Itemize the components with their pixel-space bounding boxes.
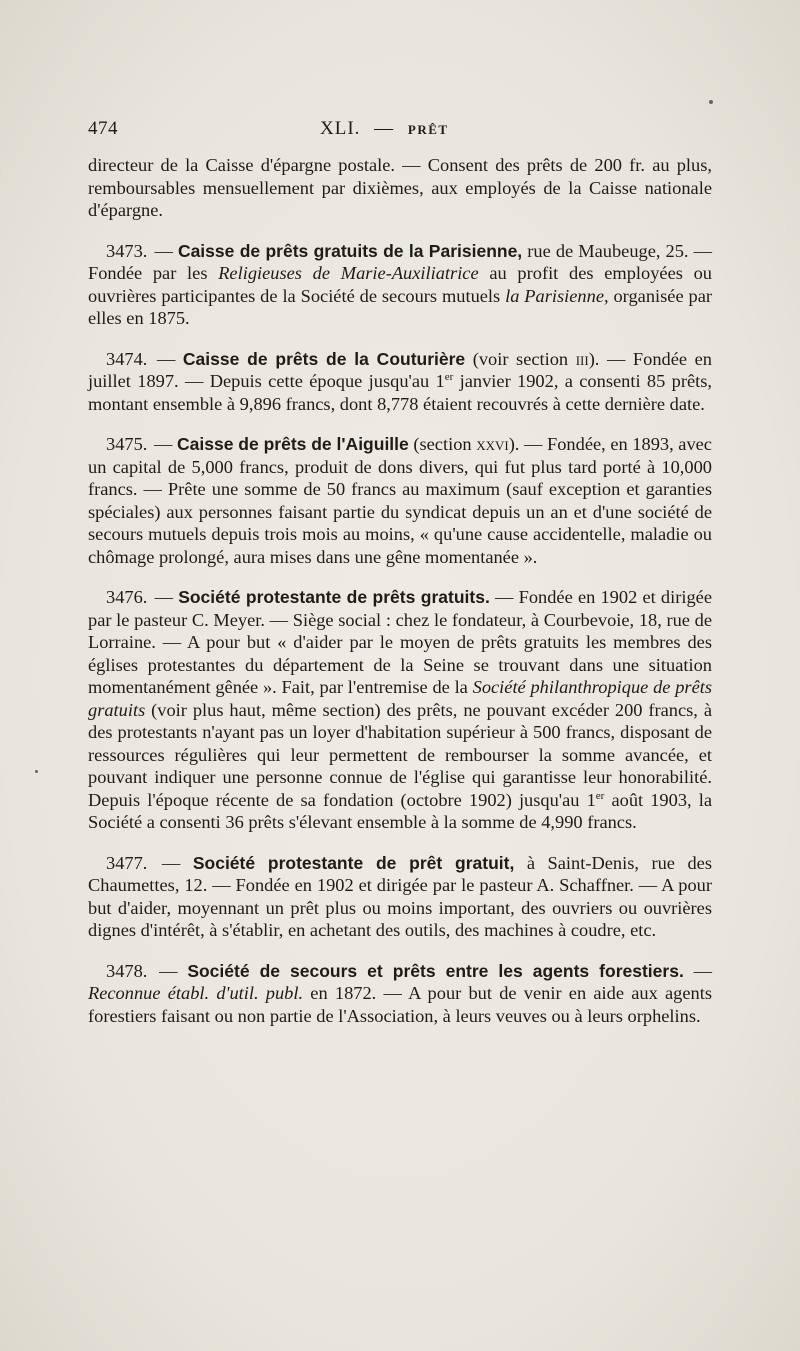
entry-body: —	[683, 960, 712, 981]
entry-title: Caisse de prêts de l'Aiguille	[177, 434, 409, 454]
entry-body: (voir plus haut, même section) des prêts, ne pouvant excéder 200 francs, à des protestants n'ayant pas un loyer d'habitation supérieur à 500 francs, disposant de ressources régulières qui leur permettent de rembourser la somme avancée, et pouvant indiquer une personne connue de l'église qui garantisse leur honorabilité. Depuis l'époque récente de sa fondation (octobre 1902) jusqu'au 1	[88, 699, 712, 810]
ink-speck	[35, 770, 38, 773]
entry-body: organisée par elles en 1875.	[88, 285, 712, 328]
entry-body: ). — Fondée, en 1893, avec un capital de 5,000 francs, produit de dons divers, qui fut plus tard porté à 10,000 francs. — Prête une somme de 50 francs au maximum (sauf exception et garanties spéciales) aux personnes faisant partie du syndicat depuis un an et d'une société de secours mutuels depuis trois mois au moins, « qu'une cause accidentelle, maladie ou chômage prolongé, aura mises dans une gêne momentanée ».	[88, 434, 712, 567]
entry-italic: Société philanthropique de prêts gratuits	[88, 677, 712, 720]
intro-text: directeur de la Caisse d'épargne postale. — Consent des prêts de 200 fr. au plus, remboursables mensuellement par dixièmes, aux employés de la Caisse nationale d'épargne.	[88, 155, 712, 220]
entry-number: 3474.	[106, 348, 148, 369]
running-header	[88, 118, 712, 140]
entry-3478	[88, 960, 712, 1028]
entry-body: (voir section	[465, 348, 576, 369]
entry-title: Société protestante de prêts gratuits.	[178, 587, 490, 607]
entry-body: janvier 1902, a consenti 85 prêts, montant ensemble à 9,896 francs, dont 8,778 étaient recouvrés à cette dernière date.	[88, 371, 712, 414]
entry-text	[88, 433, 712, 568]
entry-body: — Fondée en 1902 et dirigée par le pasteur C. Meyer. — Siège social : chez le fondateur, à Courbevoie, 18, rue de Lorraine. — A pour but « d'aider par le moyen de prêts gratuits les membres des églises protestantes du département de la Seine se trouvant dans une situation momentanément gênée ». Fait, par l'entremise de la	[88, 587, 712, 697]
entry-body: ). — Fondée en juillet 1897. — Depuis cette époque jusqu'au 1	[88, 348, 712, 391]
em-dash: —	[154, 434, 173, 454]
em-dash: —	[161, 852, 181, 873]
entry-text	[88, 960, 712, 1028]
entry-number: 3477.	[106, 852, 148, 873]
entry-italic: Religieuses de Marie-Auxiliatrice	[218, 263, 479, 283]
entry-number: 3476.	[106, 587, 148, 607]
entry-text	[88, 852, 712, 942]
chapter-number: XLI.	[320, 118, 361, 139]
entry-3477	[88, 852, 712, 942]
header-separator: —	[374, 118, 395, 139]
entry-number: 3475.	[106, 434, 148, 454]
section-ref: xxvi	[476, 434, 509, 454]
entry-italic: Reconnue établ. d'util. publ.	[88, 983, 304, 1003]
entry-title: Société de secours et prêts entre les agents forestiers.	[187, 960, 684, 981]
entry-text	[88, 586, 712, 834]
entry-3473	[88, 240, 712, 330]
entry-title: Société protestante de prêt gratuit,	[192, 852, 515, 873]
em-dash: —	[159, 960, 178, 981]
entry-3476	[88, 586, 712, 834]
superscript: er	[595, 789, 605, 802]
section-name: PRÊT	[407, 122, 449, 137]
section-ref: iii	[575, 348, 589, 369]
superscript: er	[444, 370, 454, 383]
em-dash: —	[154, 240, 173, 261]
entry-3475	[88, 433, 712, 568]
entry-body: à Saint-Denis, rue des Chaumettes, 12. — Fondée en 1902 et dirigée par le pasteur A. Schaffner. — A pour but d'aider, moyennant un prêt plus ou moins important, des ouvriers ou ouvrières dignes d'intérêt, à s'établir, en achetant des outils, des machines à coudre, etc.	[88, 852, 713, 940]
em-dash: —	[154, 587, 173, 607]
entry-body: août 1903, la Société a consenti 36 prêts s'élevant ensemble à la somme de 4,990 francs.	[88, 789, 712, 832]
entry-text	[88, 348, 712, 416]
entry-title: Caisse de prêts de la Couturière	[182, 348, 466, 369]
entry-3474	[88, 348, 712, 416]
em-dash: —	[156, 348, 176, 369]
entry-body: (section	[408, 434, 477, 454]
continued-paragraph	[88, 154, 712, 222]
page-number: 474	[88, 118, 118, 139]
running-title	[320, 118, 449, 140]
entry-body: en 1872. — A pour but de venir en aide aux agents forestiers faisant ou non partie de l'Association, à leurs veuves ou à leurs orphelins.	[88, 983, 712, 1026]
entry-title: Caisse de prêts gratuits de la Parisienne,	[177, 240, 523, 261]
entry-text	[88, 240, 712, 330]
entry-italic: la Parisienne,	[505, 285, 609, 306]
entry-body: rue de Maubeuge, 25. — Fondée par les	[88, 240, 712, 283]
ink-speck	[709, 100, 713, 104]
entry-number: 3473.	[106, 240, 148, 261]
entry-number: 3478.	[106, 960, 148, 981]
entry-body: au profit des employées ou ouvrières participantes de la Société de secours mutuels	[88, 263, 712, 306]
